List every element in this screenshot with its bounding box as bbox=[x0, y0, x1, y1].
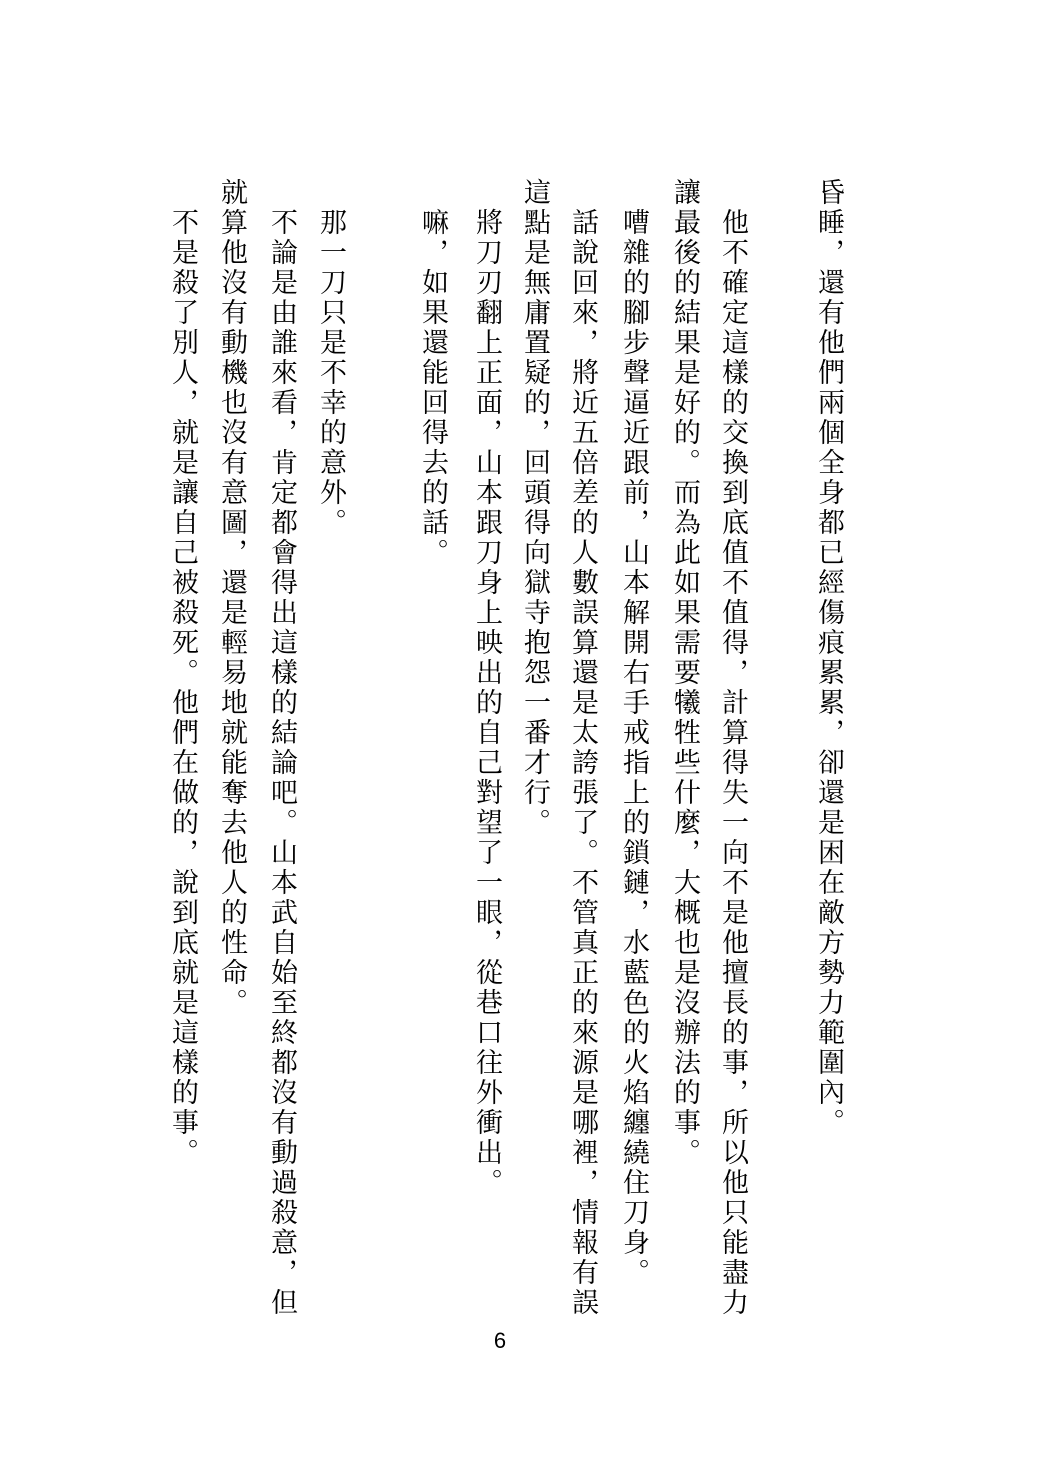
page-number: 6 bbox=[493, 1328, 507, 1353]
text-column: 就算他沒有動機也沒有意圖，還是輕易地就能奪去他人的性命。 bbox=[216, 178, 247, 1018]
text-column: 讓最後的結果是好的。而為此如果需要犧牲些什麼，大概也是沒辦法的事。 bbox=[669, 178, 700, 1168]
text-column: 昏睡，還有他們兩個全身都已經傷痕累累，卻還是困在敵方勢力範圍內。 bbox=[813, 178, 844, 1138]
text-column: 話說回來，將近五倍差的人數誤算還是太誇張了。不管真正的來源是哪裡，情報有誤 bbox=[567, 178, 598, 1318]
text-column: 不是殺了別人，就是讓自己被殺死。他們在做的，說到底就是這樣的事。 bbox=[167, 178, 198, 1168]
text-column: 那一刀只是不幸的意外。 bbox=[315, 178, 346, 538]
text-column: 這點是無庸置疑的，回頭得向獄寺抱怨一番才行。 bbox=[519, 178, 550, 838]
text-column: 將刀刃翻上正面，山本跟刀身上映出的自己對望了一眼，從巷口往外衝出。 bbox=[471, 178, 502, 1198]
text-column: 他不確定這樣的交換到底值不值得，計算得失一向不是他擅長的事，所以他只能盡力 bbox=[717, 178, 748, 1318]
text-column: 嘈雜的腳步聲逼近跟前，山本解開右手戒指上的鎖鏈，水藍色的火焰纏繞住刀身。 bbox=[618, 178, 649, 1288]
text-column: 不論是由誰來看，肯定都會得出這樣的結論吧。山本武自始至終都沒有動過殺意，但 bbox=[266, 178, 297, 1318]
text-column: 嘛，如果還能回得去的話。 bbox=[417, 178, 448, 568]
